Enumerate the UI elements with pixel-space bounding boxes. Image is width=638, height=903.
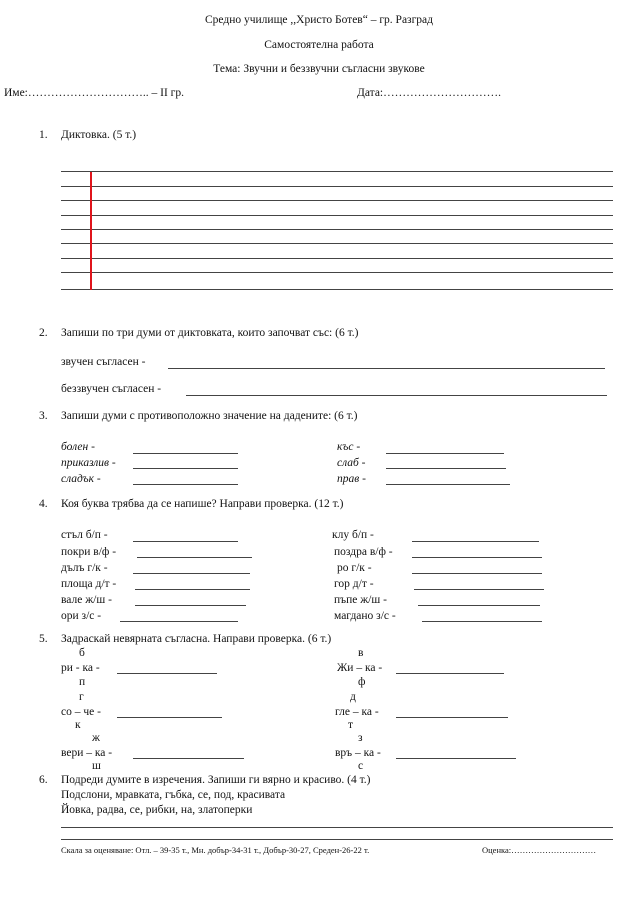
task-6-text: Подреди думите в изречения. Запиши ги вярно и красиво. (4 т.): [61, 774, 371, 786]
letter-word: стъл б/п -: [61, 529, 108, 541]
answer-line: [396, 673, 504, 674]
answer-line: [386, 484, 510, 485]
task-5-number: 5.: [39, 633, 48, 645]
consonant-option: з: [358, 732, 363, 744]
split-word: вери – ка -: [61, 747, 113, 759]
letter-word: гор д/т -: [334, 578, 374, 590]
task-6-number: 6.: [39, 774, 48, 786]
consonant-option: г: [79, 691, 84, 703]
consonant-option: п: [79, 676, 86, 688]
answer-line: [117, 717, 222, 718]
split-word: Жи – ка -: [337, 662, 383, 674]
letter-word: магдано з/с -: [334, 610, 396, 622]
task-3-text: Запиши думи с противоположно значение на дадените: (6 т.): [61, 410, 358, 422]
split-word: връ – ка -: [335, 747, 381, 759]
answer-line: [135, 589, 250, 590]
answer-line: [117, 673, 217, 674]
answer-line: [135, 605, 246, 606]
antonym-word: приказлив -: [61, 457, 116, 469]
answer-line: [120, 621, 238, 622]
answer-line: [133, 468, 238, 469]
antonym-word: сладък -: [61, 473, 101, 485]
consonant-option: б: [79, 647, 85, 659]
answer-line: [386, 453, 504, 454]
answer-line: [137, 557, 252, 558]
margin-line: [90, 172, 92, 290]
letter-word: площа д/т -: [61, 578, 117, 590]
date-field: Дата:………………………….: [357, 87, 501, 99]
letter-word: покри в/ф -: [61, 546, 117, 558]
task-2-text: Запиши по три думи от диктовката, които започват със: (6 т.): [61, 327, 359, 339]
grade-field: Оценка:…………………………: [482, 845, 597, 855]
split-word: ри - ка -: [61, 662, 100, 674]
antonym-word: къс -: [337, 441, 361, 453]
letter-word: дълъ г/к -: [61, 562, 108, 574]
split-word: со – че -: [61, 706, 101, 718]
answer-line: [396, 717, 508, 718]
work-title: Самостоятелна работа: [264, 39, 374, 51]
letter-word: пъпе ж/ш -: [334, 594, 387, 606]
voiceless-label: беззвучен съгласен -: [61, 383, 162, 395]
consonant-option: д: [350, 691, 356, 703]
task-2-number: 2.: [39, 327, 48, 339]
consonant-option: т: [348, 719, 354, 731]
task-4-number: 4.: [39, 498, 48, 510]
consonant-option: ш: [92, 760, 101, 772]
voiced-label: звучен съгласен -: [61, 356, 146, 368]
answer-line: [412, 541, 539, 542]
answer-line: [133, 573, 250, 574]
task-1-number: 1.: [39, 129, 48, 141]
consonant-option: ф: [358, 676, 366, 688]
scrambled-sentence: Йовка, радва, се, рибки, на, златоперки: [61, 804, 253, 816]
antonym-word: болен -: [61, 441, 95, 453]
answer-line: [61, 839, 613, 840]
answer-line: [386, 468, 506, 469]
answer-line: [133, 541, 238, 542]
topic-title: Тема: Звучни и беззвучни съгласни звукове: [213, 63, 425, 75]
answer-line: [414, 589, 544, 590]
consonant-option: в: [358, 647, 364, 659]
letter-word: клу б/п -: [332, 529, 374, 541]
task-5-text: Задраскай невярната съгласна. Направи проверка. (6 т.): [61, 633, 332, 645]
consonant-option: к: [75, 719, 81, 731]
letter-word: поздра в/ф -: [334, 546, 393, 558]
answer-line: [133, 453, 238, 454]
antonym-word: прав -: [337, 473, 366, 485]
letter-word: вале ж/ш -: [61, 594, 112, 606]
split-word: гле – ка -: [335, 706, 379, 718]
answer-line: [418, 605, 540, 606]
answer-line: [133, 758, 244, 759]
antonym-word: слаб -: [337, 457, 366, 469]
voiceless-answer-line: [186, 395, 607, 396]
answer-line: [133, 484, 238, 485]
answer-line: [422, 621, 542, 622]
consonant-option: с: [358, 760, 364, 772]
answer-line: [412, 573, 542, 574]
task-4-text: Коя буква трябва да се напише? Направи проверка. (12 т.): [61, 498, 344, 510]
task-3-number: 3.: [39, 410, 48, 422]
letter-word: ори з/с -: [61, 610, 102, 622]
consonant-option: ж: [92, 732, 100, 744]
answer-line: [61, 827, 613, 828]
task-1-text: Диктовка. (5 т.): [61, 129, 137, 141]
scrambled-sentence: Подслони, мравката, гъбка, се, под, красивата: [61, 789, 286, 801]
answer-line: [412, 557, 542, 558]
answer-line: [396, 758, 516, 759]
grading-scale: Скала за оценяване: Отл. – 39-35 т., Мн. добър-34-31 т., Добър-30-27, Среден-26-22 т.: [61, 845, 370, 855]
voiced-answer-line: [168, 368, 605, 369]
name-field: Име:………………………….. – II гр.: [4, 87, 185, 99]
school-title: Средно училище ,,Христо Ботев“ – гр. Разград: [204, 14, 434, 26]
letter-word: ро г/к -: [337, 562, 372, 574]
